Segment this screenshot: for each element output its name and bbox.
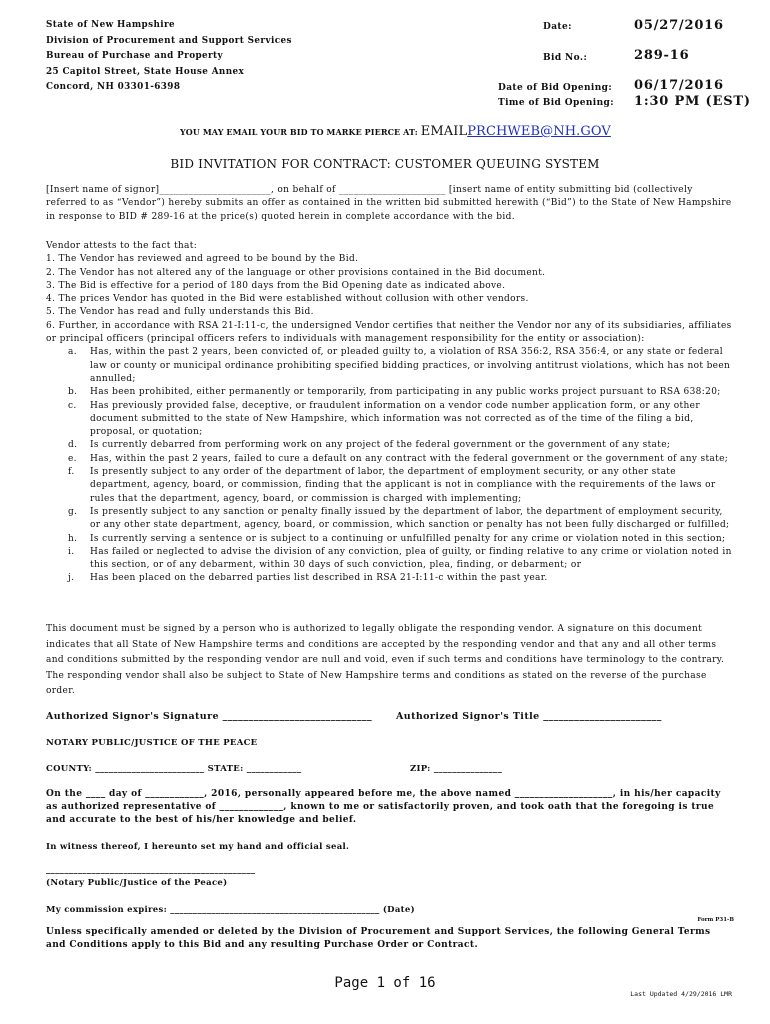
item-text: Is presently subject to any sanction or penalty finally issued by the department of labor, the department of employment security, or any other state department, agency, board, or commission, which sanction or penalty has not been fully discharged or fulfilled;	[90, 506, 730, 531]
item-text: Has failed or neglected to advise the division of any conviction, plea of guilty, or finding relative to any crime or violation noted in this section, or of any debarment, within 30 days of such conviction, plea, finding, or debarment; or	[90, 546, 732, 571]
item-letter: e.	[68, 453, 77, 464]
signor-signature-field[interactable]: Authorized Signor's Signature _____________________________	[46, 711, 373, 722]
list-item: 2. The Vendor has not altered any of the language or other provisions contained in the Bid document.	[46, 267, 546, 278]
notary-heading: NOTARY PUBLIC/JUSTICE OF THE PEACE	[46, 738, 258, 748]
list-item: 5. The Vendor has read and fully understands this Bid.	[46, 307, 314, 318]
list-item: 1. The Vendor has reviewed and agreed to be bound by the Bid.	[46, 254, 359, 265]
email-instruction	[180, 124, 611, 139]
item-text: Is presently subject to any order of the department of labor, the department of employment security, or any other state department, agency, board, or commission, finding that the applicant is not in compliance with the requirements of the laws or rules that the department, agency, board, or commission is charged with implementing;	[90, 467, 716, 504]
list-item	[46, 439, 732, 452]
signor-title-field[interactable]: Authorized Signor's Title _______________________	[396, 711, 662, 722]
list-item	[46, 572, 732, 585]
date-value: 05/27/2016	[634, 18, 724, 33]
form-number: Form P31-B	[697, 917, 734, 923]
bid-no-label: Bid No.:	[543, 53, 588, 63]
list-item	[46, 386, 732, 399]
attestation-section	[46, 240, 732, 586]
list-item: 4. The prices Vendor has quoted in the Bid were established without collusion with other vendors.	[46, 294, 529, 305]
date-label: Date:	[543, 22, 572, 32]
item-letter: j.	[68, 573, 75, 584]
opening-date-label: Date of Bid Opening:	[498, 83, 613, 93]
item-letter: g.	[68, 506, 78, 517]
list-item	[46, 533, 732, 546]
list-item	[46, 453, 732, 466]
email-word: EMAIL	[420, 124, 468, 139]
last-updated: Last Updated 4/29/2016 LMR	[630, 990, 732, 998]
general-terms-paragraph: Unless specifically amended or deleted by the Division of Procurement and Support Services, the following General Terms and Conditions apply to this Bid and any resulting Purchase Order or Contract.	[46, 927, 711, 950]
opening-date-value: 06/17/2016	[634, 78, 724, 93]
list-item: 3. The Bid is effective for a period of 180 days from the Bid Opening date as indicated above.	[46, 280, 506, 291]
closing-paragraph: This document must be signed by a person who is authorized to legally obligate the responding vendor. A signature on this document indicates that all State of New Hampshire terms and conditions are accepted by the responding vendor and that any and all other terms and conditions submitted by the responding vendor are null and void, even if such terms and conditions have terminology to the contrary. The responding vendor shall also be subject to State of New Hampshire terms and conditions as stated on the reverse of the purchase order.	[46, 624, 725, 697]
item-text: Has previously provided false, deceptive, or fraudulent information on a vendor code number application form, or any other document submitted to the state of New Hampshire, which information was not corrected as of the time of the filing a bid, proposal, or quotation;	[90, 400, 700, 438]
notary-signature-caption: (Notary Public/Justice of the Peace)	[46, 878, 228, 888]
email-link[interactable]: PRCHWEB@NH.GOV	[467, 124, 611, 139]
document-title: BID INVITATION FOR CONTRACT: CUSTOMER QUEUING SYSTEM	[170, 157, 600, 171]
item-text: Has, within the past 2 years, been convicted of, or pleaded guilty to, a violation of RSA 356:2, RSA 356:4, or any state or federal law or county or municipal ordinance prohibiting specified bidding practices, or involving antitrust violations, which has not been annulled;	[90, 347, 731, 384]
address-line: 25 Capitol Street, State House Annex	[46, 66, 245, 77]
item-text: Is currently debarred from performing work on any project of the federal government or the government of any state;	[90, 440, 671, 451]
page-number: Page 1 of 16	[334, 975, 436, 991]
witness-statement: In witness thereof, I hereunto set my hand and official seal.	[46, 842, 350, 852]
attest-header: Vendor attests to the fact that:	[46, 241, 198, 251]
item-text: Has been placed on the debarred parties list described in RSA 21-I:11-c within the past year.	[90, 573, 548, 584]
item-letter: a.	[68, 347, 77, 358]
address-line: Concord, NH 03301-6398	[46, 82, 181, 92]
item-letter: b.	[68, 387, 78, 398]
commission-expires-field[interactable]: My commission expires: ______________________________________________ (Date)	[46, 905, 415, 915]
certification-sublist	[46, 346, 732, 585]
list-item	[46, 466, 732, 506]
item-letter: i.	[68, 546, 75, 557]
item-letter: f.	[68, 467, 75, 478]
address-line: Bureau of Purchase and Property	[46, 51, 224, 61]
item-letter: h.	[68, 533, 78, 544]
item-letter: c.	[68, 400, 77, 411]
list-item	[46, 400, 732, 440]
opening-time-value: 1:30 PM (EST)	[634, 94, 751, 109]
item-text: Has, within the past 2 years, failed to cure a default on any contract with the federal government or the government of any state;	[90, 453, 729, 464]
list-item	[46, 546, 732, 573]
address-line: Division of Procurement and Support Services	[46, 35, 292, 46]
item-text: Has been prohibited, either permanently or temporarily, from participating in any public works project pursuant to RSA 638:20;	[90, 387, 721, 398]
opening-time-label: Time of Bid Opening:	[498, 98, 614, 108]
attest-list	[46, 253, 732, 346]
notary-appeared-paragraph: On the ____ day of ____________, 2016, personally appeared before me, the above named ____________________, in his/her capacity as authorized representative of _____________, known to me or satisfactorily proven, and took oath that the foregoing is true and accurate to the best of his/her knowledge and belief.	[46, 789, 721, 825]
notary-signature-line[interactable]: ______________________________________________	[46, 865, 256, 875]
address-line: State of New Hampshire	[46, 20, 176, 30]
list-item	[46, 506, 732, 533]
agency-address	[46, 18, 292, 96]
intro-paragraph: [Insert name of signor]_______________________, on behalf of ______________________ [insert name of entity submitting bid (collectively referred to as “Vendor”) hereby submits an offer as contained in the written bid submitted herewith (“Bid”) to the State of New Hampshire in response to BID # 289-16 at the price(s) quoted herein in complete accordance with the bid.	[46, 185, 732, 222]
list-item	[46, 346, 732, 386]
zip-field[interactable]: ZIP: _______________	[410, 764, 503, 774]
item-letter: d.	[68, 440, 78, 451]
item-text: Is currently serving a sentence or is subject to a continuing or unfulfilled penalty for any crime or violation noted in this section;	[90, 533, 726, 544]
email-prefix: YOU MAY EMAIL YOUR BID TO MARKE PIERCE AT:	[180, 127, 418, 137]
list-item: 6. Further, in accordance with RSA 21-I:11-c, the undersigned Vendor certifies that neither the Vendor nor any of its subsidiaries, affiliates or principal officers (principal officers refers to individuals with management responsibility for the entity or association):	[46, 320, 732, 345]
bid-no-value: 289-16	[634, 48, 690, 63]
county-state-field[interactable]: COUNTY: ________________________ STATE: ____________	[46, 764, 302, 774]
